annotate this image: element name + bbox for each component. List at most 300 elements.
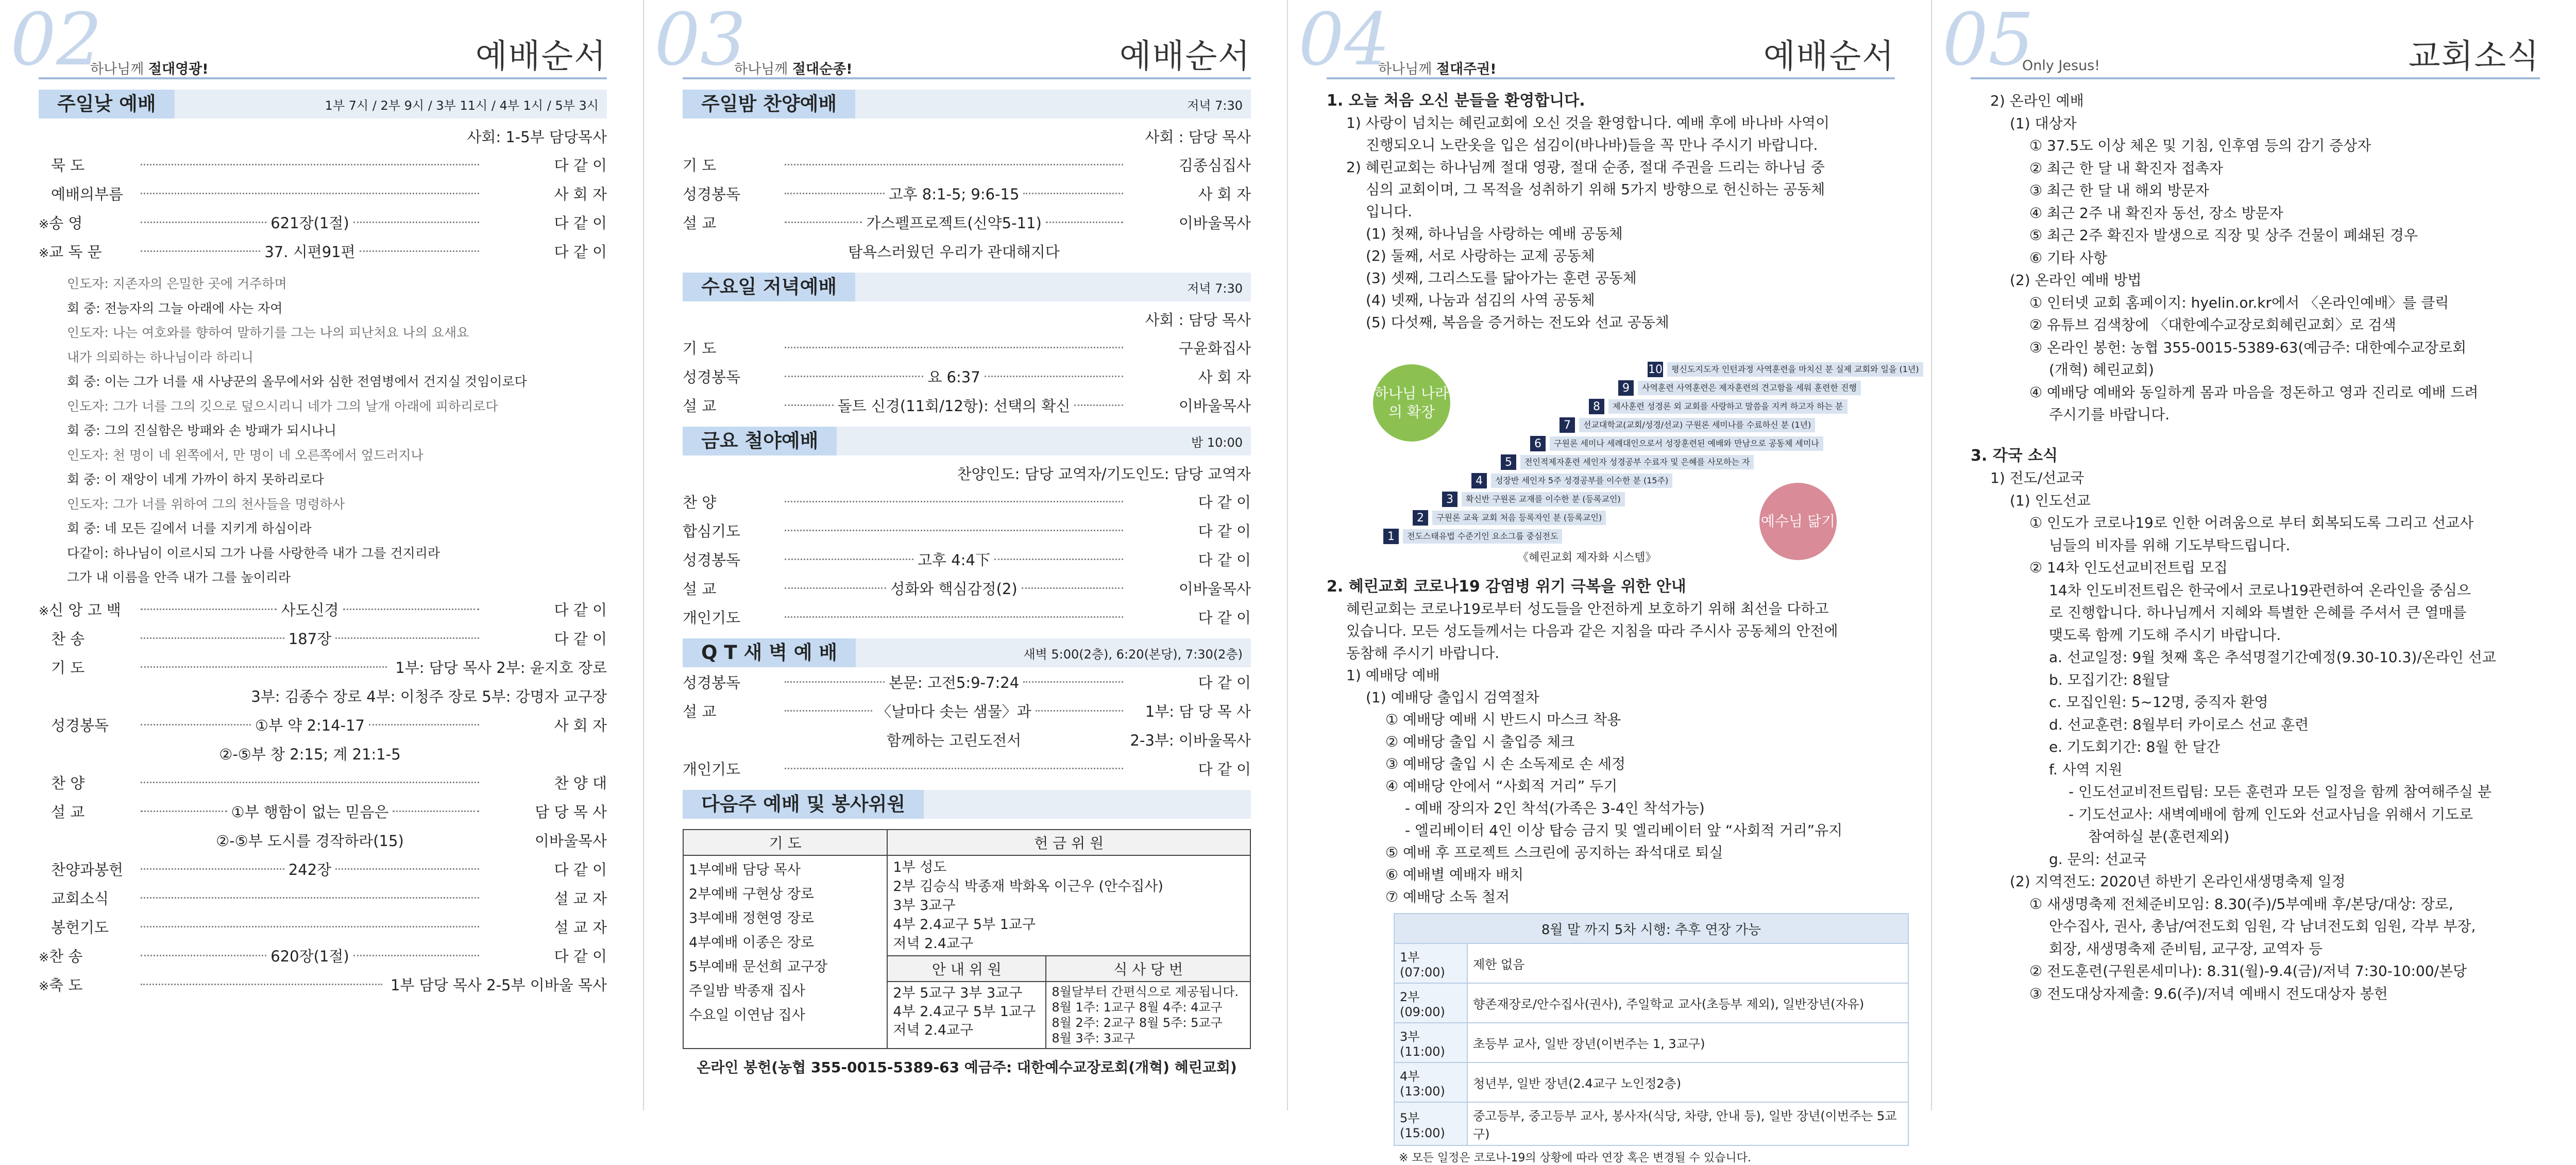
news-line: 1) 전도/선교국 (1990, 469, 2084, 486)
item-content: 187장 (288, 630, 332, 648)
leader-dots (360, 250, 479, 252)
item-content: 성화와 핵심감정(2) (890, 580, 1018, 598)
sermon-preacher: 2-3부: 이바울목사 (1130, 731, 1251, 749)
news-line: (5) 다섯째, 복음을 증거하는 전도와 선교 공동체 (1366, 314, 1669, 331)
item-leader: 설 교 자 (554, 919, 607, 936)
diagram-step (1471, 474, 1672, 488)
news-line: 회장, 새생명축제 준비팀, 교구장, 교역자 등 (2049, 940, 2323, 957)
item-middle (137, 945, 483, 966)
leader-dots (141, 782, 479, 783)
diagram-step (1560, 418, 1815, 432)
diagram-step (1589, 399, 1848, 414)
schedule-time: 4부(13:00) (1394, 1062, 1467, 1102)
news-line: - 인도선교비전트립팀: 모든 훈련과 모든 일정을 함께 참여해주실 분 (2069, 783, 2492, 800)
item-leader: 김종심집사 (1178, 156, 1251, 174)
item-label: 기 도 (683, 339, 717, 357)
wednesday-row (683, 333, 1251, 362)
offering-assignment: 1부 성도 (893, 859, 947, 875)
diagram-step (1501, 455, 1754, 469)
item-label: ※송 영 (39, 214, 83, 232)
news-line: ② 전도훈련(구원론세미나): 8.31(월)-9.4(금)/저녁 7:30-10:00/본당 (2029, 963, 2467, 980)
responsive-reading-line (39, 320, 607, 345)
item-label: 개인기도 (683, 609, 741, 627)
responsive-reading-line (39, 418, 607, 443)
meal-assignment: 8월 3주: 3교구 (1052, 1031, 1136, 1045)
sunday-row (39, 237, 607, 265)
item-middle (781, 671, 1127, 693)
item-middle (137, 897, 483, 899)
news-line (1971, 426, 2540, 445)
item-leader: 1부 담당 목사 2-5부 이바울 목사 (390, 976, 607, 994)
news-line: - 예배 장의자 2인 착석(가족은 3-4인 착석가능) (1405, 800, 1705, 817)
item-middle (781, 616, 1127, 618)
item-label: ※찬 송 (39, 948, 83, 965)
news-line: ④ 예배당 안에서 “사회적 거리” 두기 (1385, 778, 1618, 795)
step-label: 제사훈련 성경론 외 교회를 사랑하고 말씀을 지켜 하고자 하는 분 (1608, 399, 1848, 414)
item-leader: 이바울목사 (1178, 214, 1251, 232)
item-leader: 다 같 이 (554, 214, 607, 232)
item-middle (137, 164, 483, 165)
news-line: 14차 인도비전트립은 한국에서 코로나19관련하여 온라인을 중심으 (2049, 581, 2471, 599)
worship-schedule-table (1394, 913, 1909, 1146)
schedule-attendees: 중고등부, 중고등부 교사, 봉사자(식당, 차량, 안내 등), 일반 장년(이번주는 5교구) (1467, 1102, 1908, 1145)
item-middle (137, 926, 483, 927)
step-number: 4 (1471, 473, 1487, 488)
sunday-row (39, 970, 607, 999)
item-middle (137, 628, 483, 649)
item-label: 개인기도 (683, 760, 741, 778)
leader-dots (141, 897, 479, 899)
item-label: 예배의부름 (51, 185, 124, 203)
item-leader: 사 회 자 (554, 185, 607, 203)
step-label: 확신반 구원론 교재를 이수한 분 (등록교인) (1462, 492, 1625, 506)
schedule-title: 8월 말 까지 5차 시행: 추후 연장 가능 (1394, 914, 1908, 943)
page-number: 04 (1298, 0, 1391, 82)
item-label: 성경봉독 (683, 551, 741, 569)
news-line: 맺도록 함께 기도해 주시기 바랍니다. (2049, 626, 2281, 644)
volunteer-table (683, 829, 1251, 1049)
leader-dots (369, 724, 479, 725)
sermon-preacher: 이바울목사 (534, 832, 607, 850)
reading-text: 회 중: 전능자의 그늘 아래에 사는 자여 (67, 300, 283, 316)
prayer-assignment: 5부예배 문선희 교구장 (689, 959, 828, 975)
item-content: ①부 행함이 없는 믿음은 (231, 803, 389, 821)
news-line: - 엘리베이터 4인 이상 탑승 금지 및 엘리베이터 앞 “사회적 거리”유지 (1405, 822, 1843, 839)
circle-christlike: 예수님 닮기 (1759, 483, 1837, 560)
item-leader: 다 같 이 (1198, 551, 1251, 569)
item-content: 620장(1절) (270, 948, 349, 965)
item-leader: 다 같 이 (1198, 522, 1251, 540)
page-title: 예배순서 (1119, 38, 1251, 76)
item-leader: 이바울목사 (1178, 397, 1251, 415)
diagram-step (1413, 511, 1606, 525)
leader-dots (335, 637, 479, 639)
prayer-assignment: 1부예배 담당 목사 (689, 862, 801, 878)
page-tagline: 하나님께 절대영광! (90, 61, 209, 77)
leader-dots (785, 559, 913, 560)
section-wednesday: 수요일 저녁예배 저녁 7:30 (683, 273, 1251, 301)
page-number: 03 (654, 0, 747, 82)
diagram-step (1618, 381, 1861, 395)
step-label: 구원론 세미나 세례대인으로서 성장훈련된 예배와 만남으로 공동체 세미나 (1550, 436, 1823, 451)
item-middle (137, 241, 483, 262)
item-label: 설 교 (683, 702, 717, 720)
news-line: ④ 예배당 예배와 동일하게 몸과 마음을 정돈하고 영과 진리로 예배 드려 (2029, 383, 2479, 401)
leader-dots (141, 926, 479, 927)
circle-kingdom: 하나님 나라의 확장 (1373, 364, 1450, 442)
news-line: 1) 예배당 예배 (1346, 667, 1440, 684)
usher-assignment: 저녁 2.4교구 (893, 1022, 974, 1038)
page-title: 예배순서 (1763, 38, 1895, 76)
leader-dots (1023, 681, 1123, 683)
wednesday-row (683, 391, 1251, 419)
panel-church-news (1932, 0, 2576, 1110)
item-content: 고후 4:4下 (918, 551, 990, 569)
page-number: 05 (1942, 0, 2035, 82)
item-content: 본문: 고전5:9-7:24 (888, 673, 1020, 691)
dawn-row (683, 754, 1251, 783)
news-line: a. 선교일정: 9월 첫째 혹은 추석명절기간예정(9.30-10.3)/온라인 선교 (2049, 649, 2496, 666)
item-middle (137, 714, 483, 735)
item-middle (781, 549, 1127, 570)
reading-text: 인도자: 그가 너를 그의 깃으로 덮으시리니 네가 그의 날개 아래에 피하리로다 (67, 398, 498, 414)
leader-dots (141, 666, 387, 668)
item-content: 사도신경 (281, 601, 339, 619)
sunday-row (39, 208, 607, 237)
item-label: ※교 독 문 (39, 243, 102, 261)
sunday-evening-row (683, 150, 1251, 179)
page-title: 교회소식 (2408, 38, 2540, 76)
meal-assignment: 8월 1주: 1교구 8월 4주: 4교구 (1052, 1000, 1223, 1015)
diagram-caption: 《혜린교회 제자화 시스템》 (1517, 551, 1657, 564)
sunday-row (39, 884, 607, 913)
col-ushers: 안 내 위 원 (887, 956, 1046, 982)
news-line: (개혁) 혜린교회) (2049, 361, 2154, 378)
leader-dots (785, 587, 886, 589)
news-line: ⑥ 예배별 예배자 배치 (1385, 866, 1524, 883)
item-middle (137, 666, 391, 668)
leader-dots (141, 250, 260, 252)
leader-dots (141, 811, 227, 812)
item-middle (781, 768, 1127, 769)
meal-assignment: 8월달부터 간편식으로 제공됩니다. (1052, 985, 1239, 999)
sunday-row (39, 150, 607, 179)
leader-dots (141, 164, 479, 165)
schedule-row (1394, 1023, 1908, 1062)
item-middle (781, 700, 1127, 721)
schedule-note: ※ 모든 일정은 코로나-19의 상황에 따라 연장 혹은 변경될 수 있습니다. (1399, 1152, 1751, 1164)
item-label: 설 교 (683, 397, 717, 415)
section-sunday-evening: 주일밤 찬양예배 저녁 7:30 (683, 90, 1251, 119)
online-offering-footer: 온라인 봉헌(농협 355-0015-5389-63 예금주: 대한예수교장로회(개혁) 혜린교회) (697, 1059, 1237, 1076)
responsive-reading-line (39, 565, 607, 590)
item-leader: 다 같 이 (1198, 760, 1251, 778)
item-label: 합심기도 (683, 522, 741, 540)
standing-mark: ※ (39, 604, 49, 618)
news-line: e. 기도회기간: 8월 한 달간 (2049, 738, 2221, 755)
item-middle (137, 801, 483, 822)
news-line: 님들의 비자를 위해 기도부탁드립니다. (2049, 536, 2291, 554)
item-label: 교회소식 (51, 890, 109, 907)
item-leader: 1부: 담당 목사 2부: 윤지호 장로 (395, 659, 607, 677)
sunday-evening-row (683, 208, 1251, 237)
leader-dots (393, 811, 479, 812)
item-leader: 사 회 자 (1198, 185, 1251, 203)
item-leader: 다 같 이 (1198, 673, 1251, 691)
item-middle (781, 395, 1127, 416)
item-label: 설 교 (51, 803, 85, 821)
news-line: 있습니다. 모든 성도들께서는 다음과 같은 지침을 따라 주시사 공동체의 안전에 (1346, 622, 1838, 639)
news-line: 입니다. (1366, 203, 1413, 220)
responsive-reading-line (39, 516, 607, 541)
item-middle (781, 183, 1127, 204)
news-line: ⑤ 최근 2주 확진자 발생으로 직장 및 상주 건물이 폐쇄된 경우 (2029, 227, 2418, 244)
reading-text: 내가 의뢰하는 하나님이라 하리니 (67, 349, 253, 365)
item-middle (781, 164, 1127, 165)
discipleship-diagram (1327, 344, 1919, 570)
item-label: ※축 도 (39, 976, 83, 994)
presider: 사회 : 담당 목사 (1145, 311, 1251, 329)
schedule-row (1394, 1062, 1908, 1102)
item-label: 설 교 (683, 214, 717, 232)
item-leader: 사 회 자 (1198, 368, 1251, 386)
sermon-line-2: ②-⑤부 도시를 경작하라(15) (216, 832, 404, 850)
news-line: 혜린교회는 코로나19로부터 성도들을 안전하게 보호하기 위해 최선을 다하고 (1346, 600, 1829, 617)
item-content: 37. 시편91편 (264, 243, 355, 261)
schedule-time: 5부(15:00) (1394, 1102, 1467, 1145)
news-line: ③ 최근 한 달 내 해외 방문자 (2029, 182, 2209, 199)
news-line: ⑦ 예배당 소독 철저 (1385, 888, 1510, 905)
item-middle (137, 782, 483, 783)
step-label: 구원론 교육 교회 처음 등록자인 분 (등록교인) (1432, 511, 1606, 525)
responsive-reading-line (39, 369, 607, 394)
news-line: ⑥ 기타 사항 (2029, 249, 2108, 266)
offering-assignment: 4부 2.4교구 5부 1교구 (893, 917, 1036, 933)
schedule-row (1394, 943, 1908, 983)
sermon-subtitle: 탐욕스러웠던 우리가 관대해지다 (848, 243, 1060, 261)
news-line: (3) 셋째, 그리스도를 닮아가는 훈련 공동체 (1366, 269, 1637, 286)
news-line: (2) 온라인 예배 방법 (2010, 272, 2142, 289)
news-line: 동참해 주시기 바랍니다. (1346, 645, 1500, 662)
sunday-row (39, 653, 607, 682)
news-line: (1) 인도선교 (2010, 492, 2091, 509)
item-leader: 다 같 이 (554, 601, 607, 619)
prayer-assignment: 주일밤 박종재 집사 (689, 983, 805, 999)
leader-dots (141, 955, 266, 956)
news-line: ② 예배당 출입 시 출입증 체크 (1385, 733, 1575, 750)
item-content: 242장 (288, 861, 332, 879)
wednesday-row (683, 362, 1251, 391)
leader-dots (785, 501, 1123, 502)
item-label: 찬양과봉헌 (51, 861, 124, 879)
news-line: (2) 지역전도: 2020년 하반기 온라인새생명축제 일정 (2010, 873, 2346, 890)
section-friday: 금요 철야예배 밤 10:00 (683, 427, 1251, 455)
leader-dots (785, 164, 1123, 165)
item-leader: 사 회 자 (554, 717, 607, 734)
news-line: 1) 사랑이 넘치는 혜린교회에 오신 것을 환영합니다. 예배 후에 바나바 사역이 (1346, 114, 1830, 131)
news-line: ⑤ 예배 후 프로젝트 스크린에 공지하는 좌석대로 퇴실 (1385, 844, 1723, 861)
meal-assignment: 8월 2주: 2교구 8월 5주: 5교구 (1052, 1016, 1223, 1030)
step-number: 7 (1560, 417, 1575, 433)
step-number: 9 (1618, 380, 1634, 396)
news-line: g. 문의: 선교국 (2049, 850, 2147, 868)
page-title: 예배순서 (475, 38, 607, 76)
prayer-assignment: 2부예배 구현상 장로 (689, 886, 814, 902)
dawn-row (683, 696, 1251, 725)
item-leader: 구윤화집사 (1178, 339, 1251, 357)
item-middle (781, 347, 1127, 348)
standing-mark: ※ (39, 950, 49, 965)
item-label: 성경봉독 (683, 185, 741, 203)
page-tagline: 하나님께 절대순종! (734, 61, 853, 77)
news-line: f. 사역 지원 (2049, 761, 2123, 778)
leader-dots (353, 222, 479, 223)
dawn-row (683, 667, 1251, 696)
news-line: ③ 온라인 봉헌: 농협 355-0015-5389-63(예금주: 대한예수교장로회 (2029, 339, 2467, 356)
sermon-line-2: 함께하는 고린도전서 (886, 731, 1022, 749)
item-leader: 다 같 이 (1198, 609, 1251, 627)
item-content: ①부 약 2:14-17 (255, 717, 365, 734)
reading-text: 회 중: 이 재앙이 네게 가까이 하지 못하리로다 (67, 472, 324, 487)
news-line: 로 진행합니다. 하나님께서 지혜와 특별한 은혜를 주셔서 큰 열매를 (2049, 604, 2467, 621)
item-label: 기 도 (51, 659, 85, 677)
offering-assignment: 2부 김승식 박종재 박화옥 이근우 (안수집사) (893, 879, 1163, 894)
schedule-time: 3부(11:00) (1394, 1023, 1467, 1062)
news-line: ③ 전도대상자제출: 9.6(주)/저녁 예배시 전도대상자 봉헌 (2029, 985, 2388, 1002)
leader-dots (785, 768, 1123, 769)
leader-dots (343, 609, 479, 610)
schedule-attendees: 제한 없음 (1467, 943, 1908, 983)
panel-header (1298, 0, 1895, 82)
reading-text: 그가 내 이름을 안즉 내가 그를 높이리라 (67, 570, 291, 585)
news-line: 2) 혜린교회는 하나님께 절대 영광, 절대 순종, 절대 주권을 드리는 하나님 중 (1346, 159, 1825, 176)
friday-row (683, 602, 1251, 631)
sunday-row (39, 179, 607, 208)
schedule-row (1394, 983, 1908, 1023)
reading-text: 인도자: 그가 너를 위하여 그의 천사들을 명령하사 (67, 496, 345, 512)
leader-dots (985, 376, 1123, 377)
sunday-row (39, 595, 607, 624)
item-leader: 이바울목사 (1178, 580, 1251, 598)
sunday-row (39, 855, 607, 884)
news-line: (1) 첫째, 하나님을 사랑하는 예배 공동체 (1366, 225, 1623, 242)
item-middle (781, 212, 1127, 233)
leader-dots (141, 609, 277, 610)
friday-row (683, 516, 1251, 545)
diagram-step (1383, 529, 1562, 544)
leader-dots (353, 955, 479, 956)
leader-dots (785, 193, 885, 194)
prayer-assignment: 수요일 이연남 집사 (689, 1007, 805, 1023)
step-label: 선교대학교(교회/성경/선교) 구원론 세미나를 수료하신 분 (1년) (1579, 418, 1815, 432)
step-number: 6 (1530, 436, 1546, 451)
news-line: 안수집사, 권사, 총남/여전도회 임원, 각 남녀전도회 임원, 각부 부장, (2049, 918, 2476, 935)
presider: 찬양인도: 담당 교역자/기도인도: 담당 교역자 (957, 465, 1251, 483)
news-line: b. 모집기간: 8월달 (2049, 671, 2170, 688)
prayer-line-2: 3부: 김종수 장로 4부: 이청주 장로 5부: 강명자 교구장 (251, 688, 607, 705)
responsive-reading-line (39, 467, 607, 492)
item-middle (781, 530, 1127, 531)
schedule-time: 2부(09:00) (1394, 983, 1467, 1023)
page-tagline: Only Jesus! (2022, 58, 2100, 74)
panel-header (10, 0, 607, 82)
news-line: c. 모집인원: 5~12명, 중직자 환영 (2049, 694, 2268, 711)
reading-text: 회 중: 이는 그가 너를 새 사냥꾼의 올무에서와 심한 전염병에서 건지실 것임이로다 (67, 374, 527, 389)
step-label: 평신도지도자 인턴과정 사역훈련을 마치신 분 실제 교회와 일을 (1년) (1667, 362, 1923, 377)
news-line: ① 새생명축제 전체준비모임: 8.30(주)/5부예배 후/본당/대상: 장로, (2029, 895, 2453, 913)
item-label: 찬 송 (51, 630, 85, 648)
item-label: 기 도 (683, 156, 717, 174)
news-line: ④ 최근 2주 내 확진자 동선, 장소 방문자 (2029, 204, 2283, 222)
leader-dots (141, 724, 251, 725)
leader-dots (141, 868, 284, 870)
item-leader: 설 교 자 (554, 890, 607, 907)
sunday-row (39, 797, 607, 826)
news-line: ① 인도가 코로나19로 인한 어려움으로 부터 회복되도록 그리고 선교사 (2029, 514, 2474, 531)
item-leader: 다 같 이 (554, 948, 607, 965)
item-leader: 다 같 이 (554, 243, 607, 261)
panel-announcements-1 (1288, 0, 1932, 1164)
news-line: 진행되오니 노란옷을 입은 섬김이(바나바)들을 꼭 만나 주시기 바랍니다. (1366, 137, 1818, 154)
diagram-step (1442, 492, 1625, 506)
panel-header (654, 0, 1251, 82)
standing-mark: ※ (39, 245, 49, 260)
leader-dots (1022, 587, 1123, 589)
panel-worship-order-weekly (644, 0, 1288, 1110)
news-line: 참여하실 분(훈련제외) (2088, 828, 2230, 845)
step-label: 사역훈련 사역훈련은 제자훈련의 견고함을 세워 훈련한 진행 (1638, 381, 1861, 395)
item-middle (137, 599, 483, 620)
item-middle (137, 193, 483, 194)
item-content: 〈날마다 솟는 샘물〉과 (876, 702, 1031, 720)
standing-mark: ※ (39, 979, 49, 993)
news-line: - 기도선교사: 새벽예배에 함께 인도와 선교사님을 위해서 기도로 (2069, 805, 2473, 823)
standing-mark: ※ (39, 216, 49, 231)
step-number: 10 (1648, 362, 1663, 377)
item-leader: 찬 양 대 (554, 774, 607, 792)
reading-text: 인도자: 지존자의 은밀한 곳에 거주하며 (67, 276, 287, 291)
offering-assignment: 3부 3교구 (893, 898, 956, 914)
item-middle (137, 212, 483, 233)
sunday-row (39, 941, 607, 970)
reading-text: 인도자: 천 명이 네 왼쪽에서, 만 명이 네 오른쪽에서 엎드러지나 (67, 447, 423, 463)
reading-line-2: ②-⑤부 창 2:15; 계 21:1-5 (219, 746, 401, 763)
panel-worship-order-sunday (0, 0, 644, 1110)
offering-assignment: 저녁 2.4교구 (893, 936, 974, 952)
section-next-week: 다음주 예배 및 봉사위원 (683, 790, 1251, 819)
item-label: 찬 양 (51, 774, 85, 792)
item-content: 621장(1절) (270, 214, 349, 232)
sunday-row (39, 768, 607, 797)
diagram-step (1648, 362, 1923, 377)
col-meals: 식 사 당 번 (1046, 956, 1250, 982)
prayer-assignment: 4부예배 이종은 장로 (689, 935, 814, 951)
item-content: 가스펠프로젝트(신약5-11) (866, 214, 1042, 232)
prayer-assignment: 3부예배 정현영 장로 (689, 910, 814, 926)
responsive-reading-line (39, 394, 607, 419)
item-content: 요 6:37 (927, 368, 980, 386)
responsive-reading-line (39, 492, 607, 517)
schedule-attendees: 청년부, 일반 장년(2.4교구 노인정2층) (1467, 1062, 1908, 1102)
item-leader: 1부: 담 당 목 사 (1145, 702, 1251, 720)
page-tagline: 하나님께 절대주권! (1378, 61, 1497, 77)
diagram-step (1530, 436, 1823, 451)
item-leader: 다 같 이 (554, 156, 607, 174)
reading-text: 회 중: 그의 진실함은 방패와 손 방패가 되시나니 (67, 423, 336, 438)
item-leader: 다 같 이 (554, 630, 607, 648)
item-label: 봉헌기도 (51, 919, 109, 936)
leader-dots (785, 530, 1123, 531)
